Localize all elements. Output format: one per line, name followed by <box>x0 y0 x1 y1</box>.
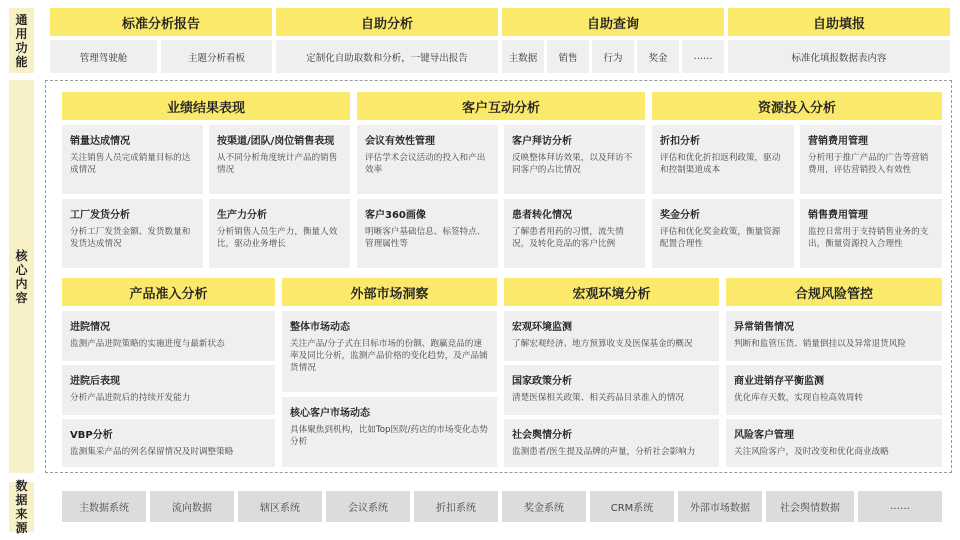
card-sales-cost: 销售费用管理 监控日常用于支持销售业务的支出，衡量资源投入合理性 <box>800 199 942 268</box>
card-post-entry: 进院后表现 分析产品进院后的持续开发能力 <box>62 365 275 415</box>
header-self-analysis: 自助分析 <box>276 8 498 36</box>
section-compliance: 合规风险管控 <box>726 278 942 306</box>
data-source-territory: 辖区系统 <box>238 491 322 522</box>
report-item-board: 主题分析看板 <box>161 40 272 73</box>
card-meeting-effectiveness: 会议有效性管理 评估学术会议活动的投入和产出效率 <box>357 125 498 194</box>
card-public-opinion: 社会舆情分析 监测患者/医生提及品牌的声量，分析社会影响力 <box>504 419 719 467</box>
section-product-access: 产品准入分析 <box>62 278 275 306</box>
card-abnormal-sales: 异常销售情况 判断和监管压货、销量倒挂以及异常退货风险 <box>726 311 942 361</box>
data-source-discount: 折扣系统 <box>414 491 498 522</box>
self-analysis-desc: 定制化自助取数和分析，一键导出报告 <box>276 40 498 73</box>
header-standard-report: 标准分析报告 <box>50 8 272 36</box>
header-self-fill: 自助填报 <box>728 8 950 36</box>
query-item-behavior: 行为 <box>592 40 634 73</box>
side-label-general: 通用功能 <box>9 8 34 73</box>
self-fill-desc: 标准化填报数据表内容 <box>728 40 950 73</box>
card-market-dynamics: 整体市场动态 关注产品/分子式在目标市场的份额、跑赢竞品的速率及同比分析，监测产品价格的变化趋势，及产品铺货情况 <box>282 311 497 392</box>
data-source-bonus: 奖金系统 <box>502 491 586 522</box>
side-label-core: 核心内容 <box>9 80 34 473</box>
card-hospital-entry: 进院情况 监测产品进院策略的实施进度与最新状态 <box>62 311 275 361</box>
query-item-master: 主数据 <box>502 40 544 73</box>
side-label-data: 数据来源 <box>9 482 34 532</box>
section-performance: 业绩结果表现 <box>62 92 350 120</box>
data-source-public-opinion: 社会舆情数据 <box>766 491 854 522</box>
card-patient-conversion: 患者转化情况 了解患者用药的习惯，流失情况，及转化竞品的客户比例 <box>504 199 645 268</box>
card-macro-monitor: 宏观环境监测 了解宏观经济、地方预算收支及医保基金的概况 <box>504 311 719 361</box>
card-key-customer-market: 核心客户市场动态 具体聚焦到机构，比如Top医院/药店的市场变化态势分析 <box>282 397 497 467</box>
card-customer-360: 客户360画像 明晰客户基础信息、标签特点、管理属性等 <box>357 199 498 268</box>
query-item-sales: 销售 <box>547 40 589 73</box>
data-source-more: …… <box>858 491 942 522</box>
card-customer-visit: 客户拜访分析 反映整体拜访效果，以及拜访不同客户的占比情况 <box>504 125 645 194</box>
card-factory-shipment: 工厂发货分析 分析工厂发货金额、发货数量和发货达成情况 <box>62 199 203 268</box>
data-source-external-market: 外部市场数据 <box>678 491 762 522</box>
card-risk-customer: 风险客户管理 关注风险客户，及时改变和优化商业战略 <box>726 419 942 467</box>
card-sales-achievement: 销量达成情况 关注销售人员完成销量目标的达成情况 <box>62 125 203 194</box>
header-self-query: 自助查询 <box>502 8 724 36</box>
data-source-crm: CRM系统 <box>590 491 674 522</box>
card-bonus: 奖金分析 评估和优化奖金政策，衡量资源配置合理性 <box>652 199 794 268</box>
card-channel-sales: 按渠道/团队/岗位销售表现 从不同分析角度统计产品的销售情况 <box>209 125 350 194</box>
section-customer-interaction: 客户互动分析 <box>357 92 645 120</box>
card-productivity: 生产力分析 分析销售人员生产力，衡量人效比，驱动业务增长 <box>209 199 350 268</box>
query-item-bonus: 奖金 <box>637 40 679 73</box>
section-resource: 资源投入分析 <box>652 92 942 120</box>
section-market-insight: 外部市场洞察 <box>282 278 497 306</box>
data-source-master: 主数据系统 <box>62 491 146 522</box>
card-vbp: VBP分析 监测集采产品的列名保留情况及时调整策略 <box>62 419 275 467</box>
card-policy: 国家政策分析 清楚医保相关政策、相关药品目录准入的情况 <box>504 365 719 415</box>
section-macro: 宏观环境分析 <box>504 278 719 306</box>
report-item-dashboard: 管理驾驶舱 <box>50 40 157 73</box>
card-discount: 折扣分析 评估和优化折扣返利政策，驱动和控制渠道成本 <box>652 125 794 194</box>
card-inventory-balance: 商业进销存平衡监测 优化库存天数，实现自检高效周转 <box>726 365 942 415</box>
data-source-flow: 流向数据 <box>150 491 234 522</box>
card-marketing-cost: 营销费用管理 分析用于推广产品的广告等营销费用，评估营销投入有效性 <box>800 125 942 194</box>
data-source-meeting: 会议系统 <box>326 491 410 522</box>
query-item-more: …… <box>682 40 724 73</box>
